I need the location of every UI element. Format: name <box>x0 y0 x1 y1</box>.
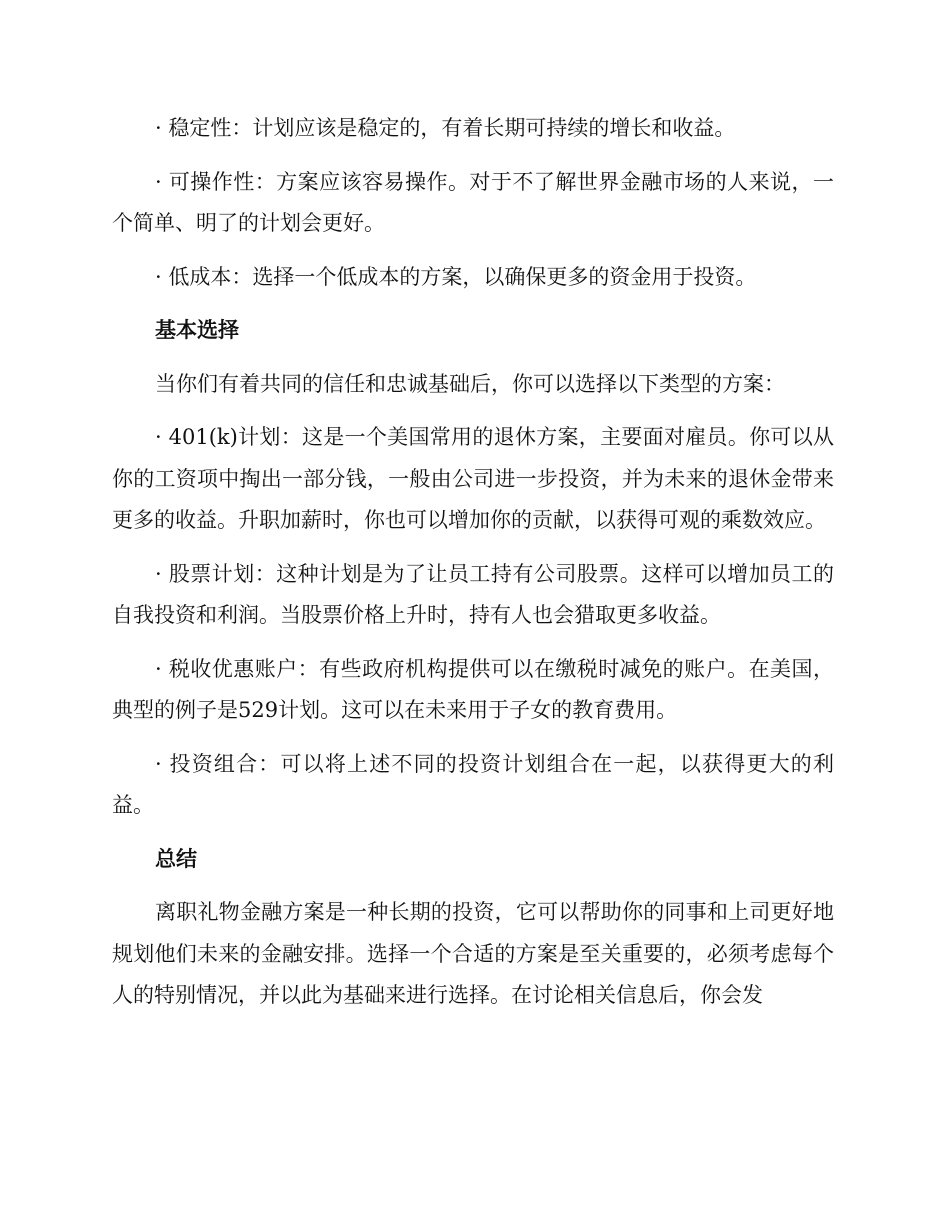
paragraph-tax-account: · 税收优惠账户：有些政府机构提供可以在缴税时减免的账户。在美国，典型的例子是529计划。这可以在未来用于子女的教育费用。 <box>112 656 834 722</box>
heading-summary: 总结 <box>155 846 197 871</box>
paragraph-401k-plan: · 401(k)计划：这是一个美国常用的退休方案，主要面对雇员。你可以从你的工资项中掏出一部分钱，一般由公司进一步投资，并为未来的退休金带来更多的收益。升职加薪时，你也可以增加你的贡献，以获得可观的乘数效应。 <box>112 425 834 532</box>
paragraph-stability: · 稳定性：计划应该是稳定的，有着长期可持续的增长和收益。 <box>155 116 736 140</box>
heading-basic-choices: 基本选择 <box>155 318 239 342</box>
document-body <box>112 108 834 1029</box>
paragraph-summary: 离职礼物金融方案是一种长期的投资，它可以帮助你的同事和上司更好地规划他们未来的金融安排。选择一个合适的方案是至关重要的，必须考虑每个人的特别情况，并以此为基础来进行选择。在讨论相关信息后，你会发 <box>112 900 834 1007</box>
paragraph-operability: · 可操作性：方案应该容易操作。对于不了解世界金融市场的人来说，一个简单、明了的计划会更好。 <box>112 169 834 235</box>
paragraph-portfolio: · 投资组合：可以将上述不同的投资计划组合在一起，以获得更大的利益。 <box>112 751 834 817</box>
paragraph-low-cost: · 低成本：选择一个低成本的方案，以确保更多的资金用于投资。 <box>155 264 757 289</box>
paragraph-stock-plan: · 股票计划：这种计划是为了让员工持有公司股票。这样可以增加员工的自我投资和利润。当股票价格上升时，持有人也会猎取更多收益。 <box>112 561 834 627</box>
paragraph-choice-intro: 当你们有着共同的信任和忠诚基础后，你可以选择以下类型的方案： <box>155 371 785 396</box>
